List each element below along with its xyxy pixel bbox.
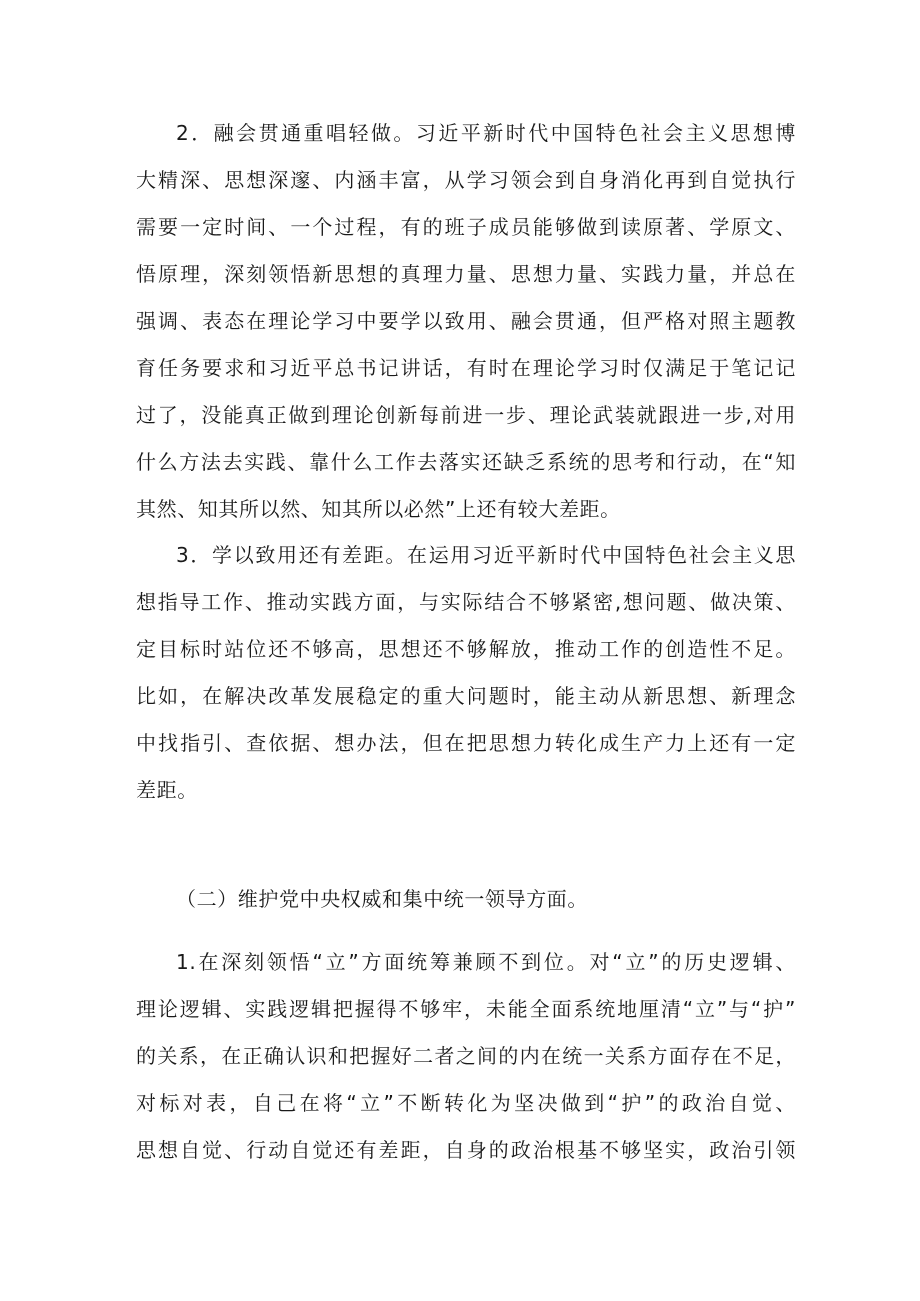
- text-line: 的关系，在正确认识和把握好二者之间的内在统一关系方面存在不足，: [136, 1044, 796, 1068]
- text-line: 大精深、思想深邃、内涵丰富，从学习领会到自身消化再到自觉执行: [136, 168, 796, 192]
- text-line: 比如，在解决改革发展稳定的重大问题时，能主动从新思想、新理念: [136, 684, 796, 708]
- text-line: 对标对表，自己在将“立”不断转化为坚决做到“护”的政治自觉、: [136, 1091, 796, 1115]
- text-line: 理论逻辑、实践逻辑把握得不够牢，未能全面系统地厘清“立”与“护”: [136, 997, 796, 1021]
- text-line: 想指导工作、推动实践方面，与实际结合不够紧密,想问题、做决策、: [136, 590, 796, 614]
- text-line: 什么方法去实践、靠什么工作去落实还缺乏系统的思考和行动，在“知: [136, 450, 796, 474]
- text-line: 2．融会贯通重唱轻做。习近平新时代中国特色社会主义思想博: [176, 121, 796, 145]
- text-line: 中找指引、查依据、想办法，但在把思想力转化成生产力上还有一定: [136, 731, 796, 755]
- text-line: 差距。: [136, 778, 198, 802]
- text-line: 强调、表态在理论学习中要学以致用、融会贯通，但严格对照主题教: [136, 309, 796, 333]
- text-line: 育任务要求和习近平总书记讲话，有时在理论学习时仅满足于笔记记: [136, 356, 796, 380]
- text-line: 悟原理，深刻领悟新思想的真理力量、思想力量、实践力量，并总在: [136, 262, 796, 286]
- text-line: 过了，没能真正做到理论创新每前进一步、理论武装就跟进一步,对用: [136, 403, 796, 427]
- text-line: 其然、知其所以然、知其所以必然”上还有较大差距。: [136, 497, 621, 521]
- heading-text: （二）维护党中央权威和集中统一领导方面。: [176, 887, 588, 911]
- text-line: 需要一定时间、一个过程，有的班子成员能够做到读原著、学原文、: [136, 215, 796, 239]
- text-line: 思想自觉、行动自觉还有差距，自身的政治根基不够坚实，政治引领: [136, 1138, 796, 1162]
- text-line: 1.在深刻领悟“立”方面统筹兼顾不到位。对“立”的历史逻辑、: [176, 950, 796, 974]
- text-line: 定目标时站位还不够高，思想还不够解放，推动工作的创造性不足。: [136, 637, 796, 661]
- text-line: 3．学以致用还有差距。在运用习近平新时代中国特色社会主义思: [176, 543, 796, 567]
